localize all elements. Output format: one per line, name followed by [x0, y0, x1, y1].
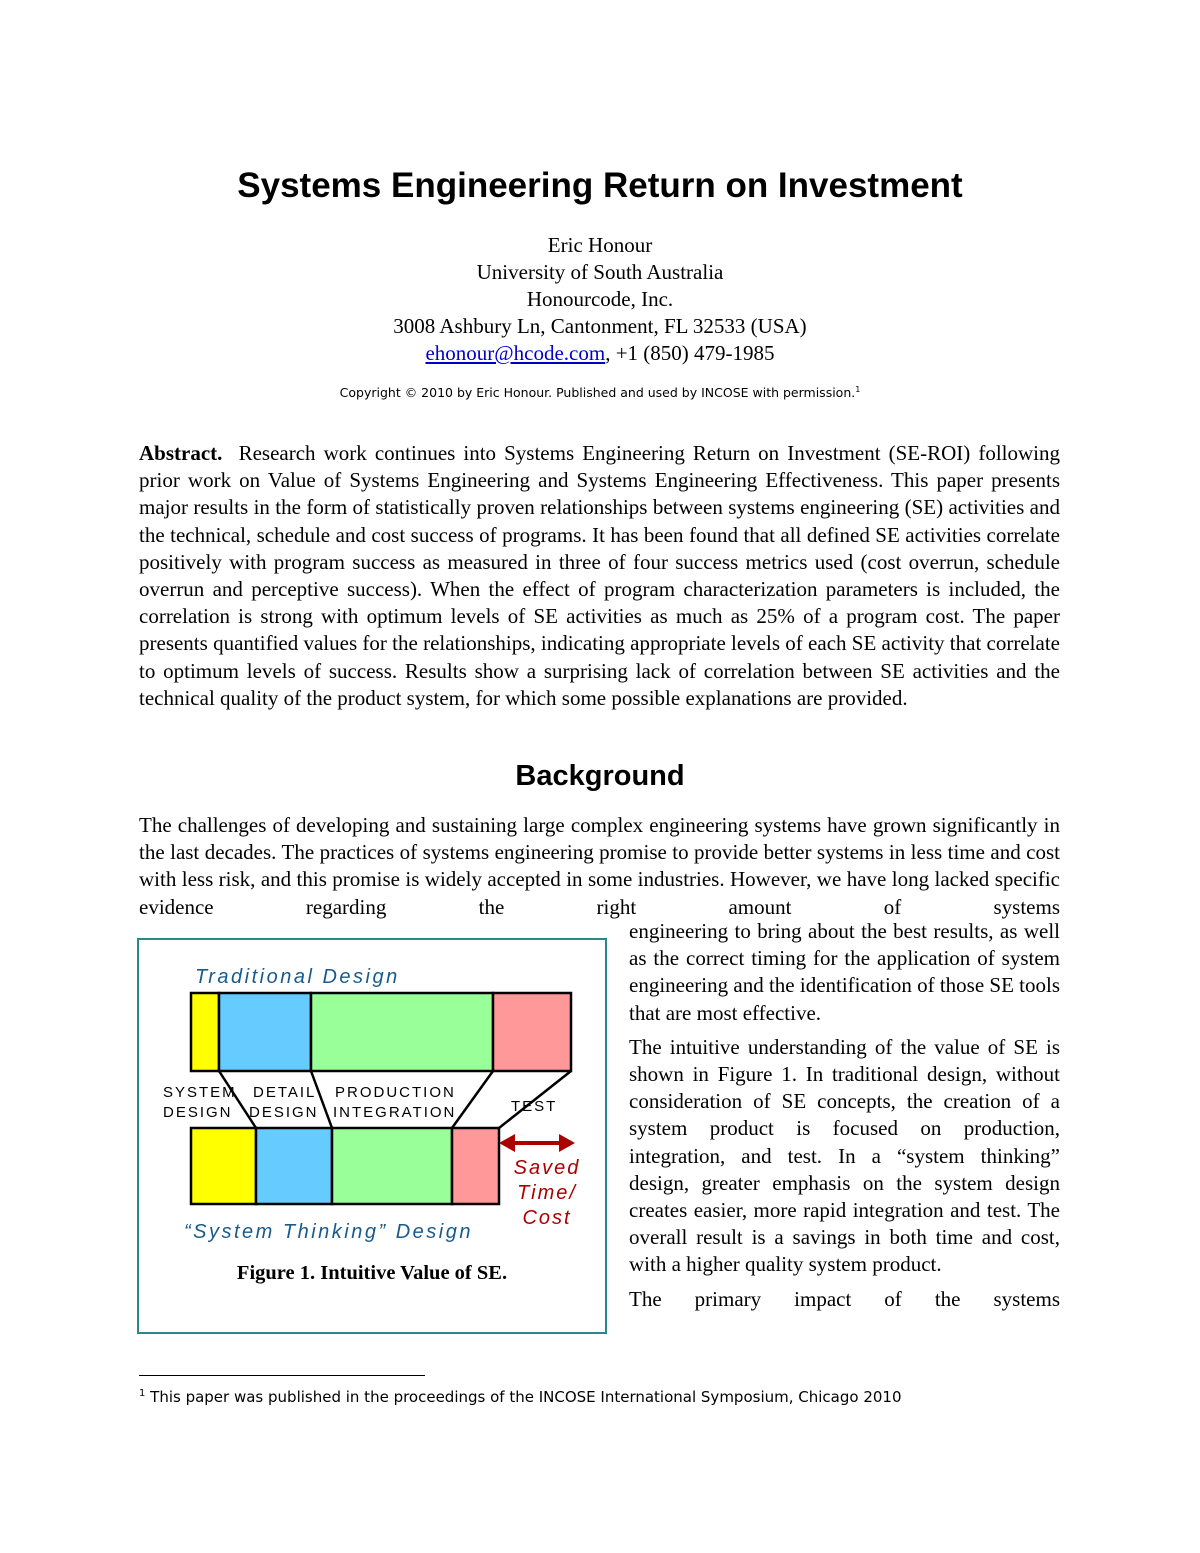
author-name: Eric Honour	[547, 233, 653, 257]
footnote-rule	[139, 1375, 425, 1376]
copyright-footnote-marker: 1	[855, 385, 861, 394]
background-right-column	[629, 918, 1060, 1320]
traditional-detail-design-block	[219, 993, 311, 1071]
systhink-production-block	[332, 1128, 452, 1204]
systhink-test-block	[452, 1128, 499, 1204]
figure-1	[137, 938, 607, 1334]
background-paragraph-2: The intuitive understanding of the value of SE is shown in Figure 1. In traditional design, without consideration of SE concepts, the creation of a system product is focused on production, integration, and test. In a “system thinking” design, greater emphasis on the system design creates easier, more rapid integration and test. The overall result is a savings in both time and cost, with a higher quality system product.	[629, 1034, 1060, 1277]
phase-label-system-line1: SYSTEM	[163, 1084, 237, 1101]
phase-label-test: TEST	[511, 1098, 558, 1115]
section-heading-background: Background	[515, 760, 685, 792]
abstract	[139, 440, 1060, 712]
traditional-test-block	[493, 993, 571, 1071]
author-block	[0, 232, 1200, 367]
author-phone: , +1 (850) 479-1985	[605, 341, 775, 365]
saved-label-line2: Time/	[517, 1182, 577, 1204]
saved-time-arrow	[499, 1134, 575, 1152]
author-email-link[interactable]: ehonour@hcode.com	[425, 341, 606, 365]
author-affiliation: University of South Australia	[476, 260, 724, 284]
footnote-text: This paper was published in the proceedings of the INCOSE International Symposium, Chicago 2010	[150, 1388, 902, 1406]
traditional-production-block	[311, 993, 493, 1071]
abstract-label: Abstract.	[139, 441, 223, 465]
systhink-detail-design-block	[256, 1128, 332, 1204]
systhink-system-design-block	[191, 1128, 256, 1204]
phase-label-detail-line1: DETAIL	[253, 1084, 317, 1101]
copyright-text: Copyright © 2010 by Eric Honour. Published and used by INCOSE with permission.	[339, 385, 856, 401]
footnote-marker: 1	[139, 1388, 146, 1399]
background-paragraph-1: The challenges of developing and sustaining large complex engineering systems have grown significantly in the last decades. The practices of systems engineering promise to provide better systems in less time and cost with less risk, and this promise is widely accepted in some industries. However, we have long lacked specific evidence regarding the right amount of systems	[139, 813, 1060, 919]
author-company: Honourcode, Inc.	[526, 287, 674, 311]
traditional-design-label: Traditional Design	[195, 966, 400, 988]
figure-1-caption: Figure 1. Intuitive Value of SE.	[236, 1262, 508, 1284]
phase-label-system-line2: DESIGN	[163, 1104, 233, 1121]
phase-label-production-line1: PRODUCTION	[335, 1084, 456, 1101]
phase-label-production-line2: INTEGRATION	[333, 1104, 457, 1121]
author-contact	[0, 340, 1200, 367]
author-address: 3008 Ashbury Ln, Cantonment, FL 32533 (USA)	[393, 314, 807, 338]
copyright-notice	[0, 385, 1200, 400]
abstract-text: Research work continues into Systems Engineering Return on Investment (SE-ROI) following prior work on Value of Systems Engineering and Systems Engineering Effectiveness. This paper presents major results in the form of statistically proven relationships between systems engineering (SE) activities and the technical, schedule and cost success of programs. It has been found that all defined SE activities correlate positively with program success as measured in three of four success metrics used (cost overrun, schedule overrun and perceptive success). When the effect of program characterization parameters is included, the correlation is strong with optimum levels of SE activities as much as 25% of a program cost. The paper presents quantified values for the relationships, indicating appropriate levels of each SE activity that correlate to optimum levels of success. Results show a surprising lack of correlation between SE activities and the technical quality of the product system, for which some possible explanations are provided.	[139, 441, 1060, 710]
paper-title: Systems Engineering Return on Investment	[237, 166, 963, 205]
footnote	[139, 1388, 1139, 1406]
saved-label-line3: Cost	[522, 1207, 572, 1229]
system-thinking-design-label: “System Thinking” Design	[184, 1221, 473, 1243]
traditional-system-design-block	[191, 993, 219, 1071]
saved-label-line1: Saved	[513, 1157, 581, 1179]
phase-label-detail-line2: DESIGN	[249, 1104, 319, 1121]
background-paragraph-3: The primary impact of the systems	[629, 1286, 1060, 1311]
background-paragraph-1-continued: engineering to bring about the best results, as well as the correct timing for the application of system engineering and the identification of those SE tools that are most effective.	[629, 919, 1060, 1025]
